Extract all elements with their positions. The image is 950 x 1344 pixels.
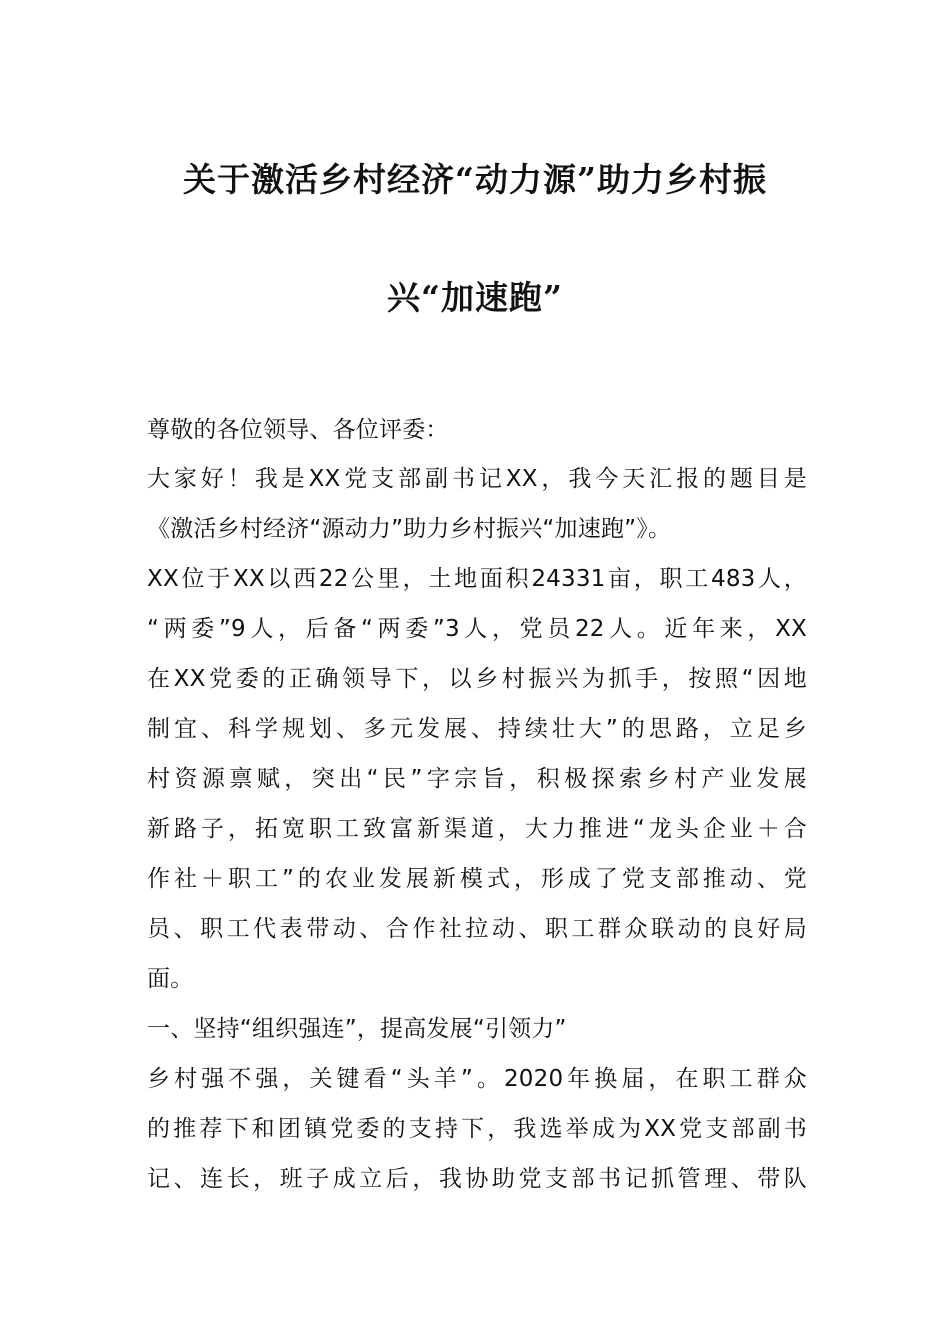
greeting: 尊敬的各位领导、各位评委： xyxy=(147,417,449,443)
paragraph-1-line: 大家好！我是XX党支部副书记XX，我今天汇报的题目是 xyxy=(147,466,807,492)
paragraph-2-line: “两委”9人，后备“两委”3人，党员22人。近年来，XX xyxy=(147,616,807,642)
paragraph-3-line: 的推荐下和团镇党委的支持下，我选举成为XX党支部副书 xyxy=(147,1116,807,1142)
paragraph-2-line: 制宜、科学规划、多元发展、持续壮大”的思路，立足乡 xyxy=(147,716,807,742)
document-title-line-1: 关于激活乡村经济“动力源”助力乡村振 xyxy=(183,160,767,199)
paragraph-2-line: 员、职工代表带动、合作社拉动、职工群众联动的良好局 xyxy=(147,916,807,942)
paragraph-2-line: 在XX党委的正确领导下，以乡村振兴为抓手，按照“因地 xyxy=(147,666,807,692)
paragraph-1-line: 《激活乡村经济“源动力”助力乡村振兴“加速跑”》。 xyxy=(147,516,672,542)
section-heading: 一、坚持“组织强连”，提高发展“引领力” xyxy=(147,1016,567,1042)
paragraph-2-line: 面。 xyxy=(147,966,194,992)
paragraph-3-line: 乡村强不强，关键看“头羊”。2020年换届，在职工群众 xyxy=(147,1066,807,1092)
paragraph-2-line: 作社＋职工”的农业发展新模式，形成了党支部推动、党 xyxy=(147,866,807,892)
paragraph-2-line: 新路子，拓宽职工致富新渠道，大力推进“龙头企业＋合 xyxy=(147,816,807,842)
paragraph-2-line: XX位于XX以西22公里，土地面积24331亩，职工483人， xyxy=(147,566,807,592)
document-title-line-2: 兴“加速跑” xyxy=(387,278,563,317)
paragraph-2-line: 村资源禀赋，突出“民”字宗旨，积极探索乡村产业发展 xyxy=(147,766,807,792)
paragraph-3-line: 记、连长，班子成立后，我协助党支部书记抓管理、带队 xyxy=(147,1166,807,1192)
